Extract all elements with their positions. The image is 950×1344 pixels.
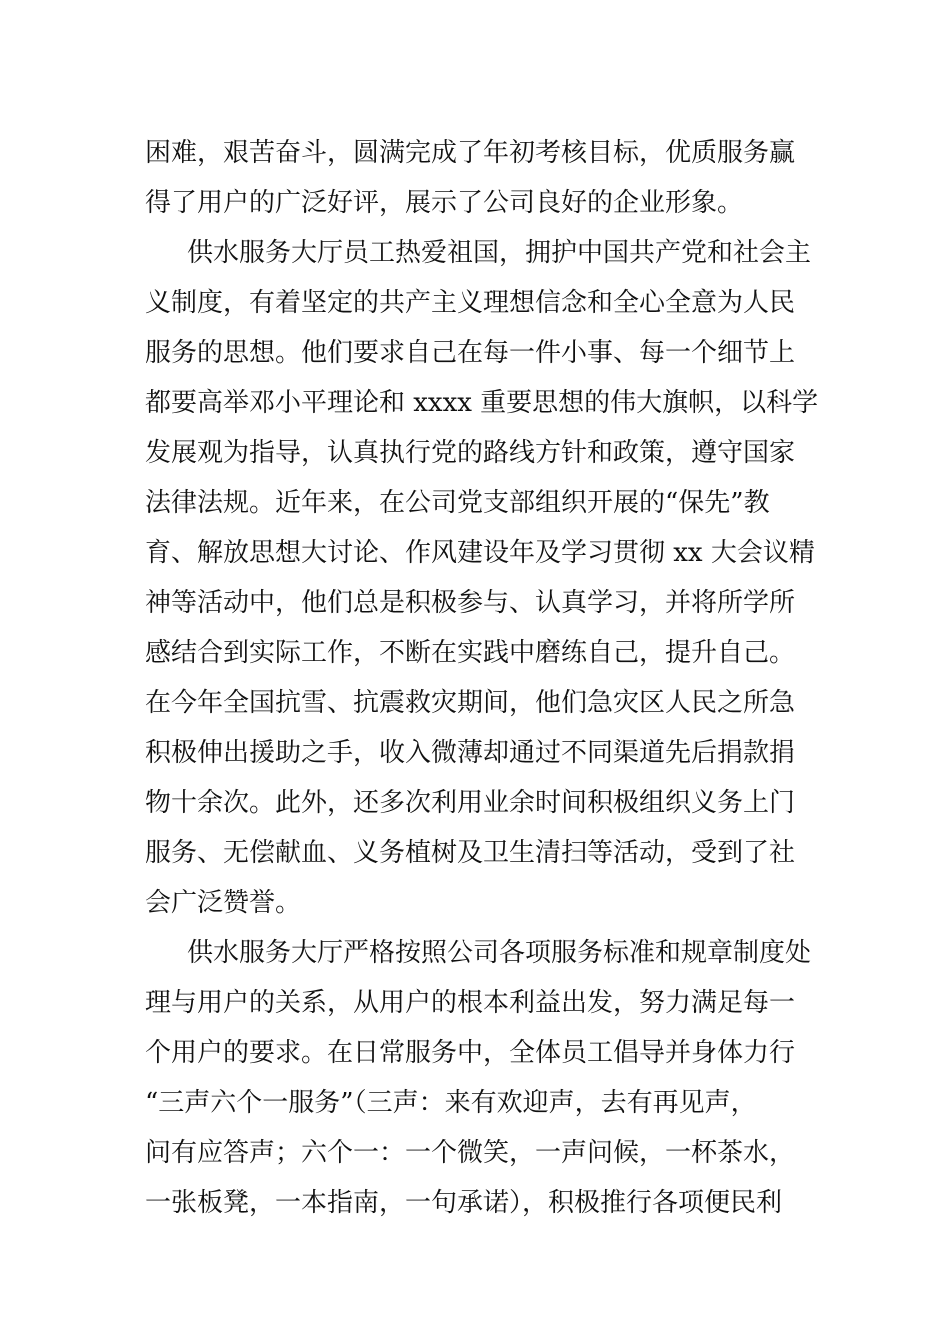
text-line: 在今年全国抗雪、抗震救灾期间，他们急灾区人民之所急: [145, 688, 796, 718]
text-line: 理与用户的关系，从用户的根本利益出发，努力满足每一: [145, 988, 796, 1018]
text-line: “三声六个一服务”（三声：来有欢迎声，去有再见声，: [145, 1088, 757, 1118]
text-line: 服务、无偿献血、义务植树及卫生清扫等活动，受到了社: [145, 838, 796, 868]
text-line: 发展观为指导，认真执行党的路线方针和政策，遵守国家: [145, 438, 796, 468]
text-line: 法律法规。近年来，在公司党支部组织开展的“保先”教: [145, 488, 770, 518]
paragraph-first-line: 供水服务大厅员工热爱祖国，拥护中国共产党和社会主: [187, 238, 812, 268]
text-line: 神等活动中，他们总是积极参与、认真学习，并将所学所: [145, 588, 796, 618]
text-line: 个用户的要求。在日常服务中，全体员工倡导并身体力行: [145, 1038, 796, 1068]
text-line: 物十余次。此外，还多次利用业余时间积极组织义务上门: [145, 788, 796, 818]
text-line: 问有应答声；六个一：一个微笑，一声问候，一杯茶水，: [145, 1138, 796, 1168]
paragraph-first-line: 供水服务大厅严格按照公司各项服务标准和规章制度处: [187, 938, 812, 968]
text-line: 得了用户的广泛好评，展示了公司良好的企业形象。: [145, 188, 744, 218]
text-line: 义制度，有着坚定的共产主义理想信念和全心全意为人民: [145, 288, 796, 318]
text-line: 感结合到实际工作，不断在实践中磨练自己，提升自己。: [145, 638, 796, 668]
text-line: 育、解放思想大讨论、作风建设年及学习贯彻 xx 大会议精: [145, 538, 815, 568]
text-line: 服务的思想。他们要求自己在每一件小事、每一个细节上: [145, 338, 796, 368]
text-line: 都要高举邓小平理论和 xxxx 重要思想的伟大旗帜，以科学: [145, 388, 819, 418]
text-line: 积极伸出援助之手，收入微薄却通过不同渠道先后捐款捐: [145, 738, 796, 768]
text-line: 一张板凳，一本指南，一句承诺），积极推行各项便民利: [145, 1188, 783, 1218]
text-line: 困难，艰苦奋斗，圆满完成了年初考核目标，优质服务赢: [145, 138, 796, 168]
text-line: 会广泛赞誉。: [145, 888, 302, 918]
